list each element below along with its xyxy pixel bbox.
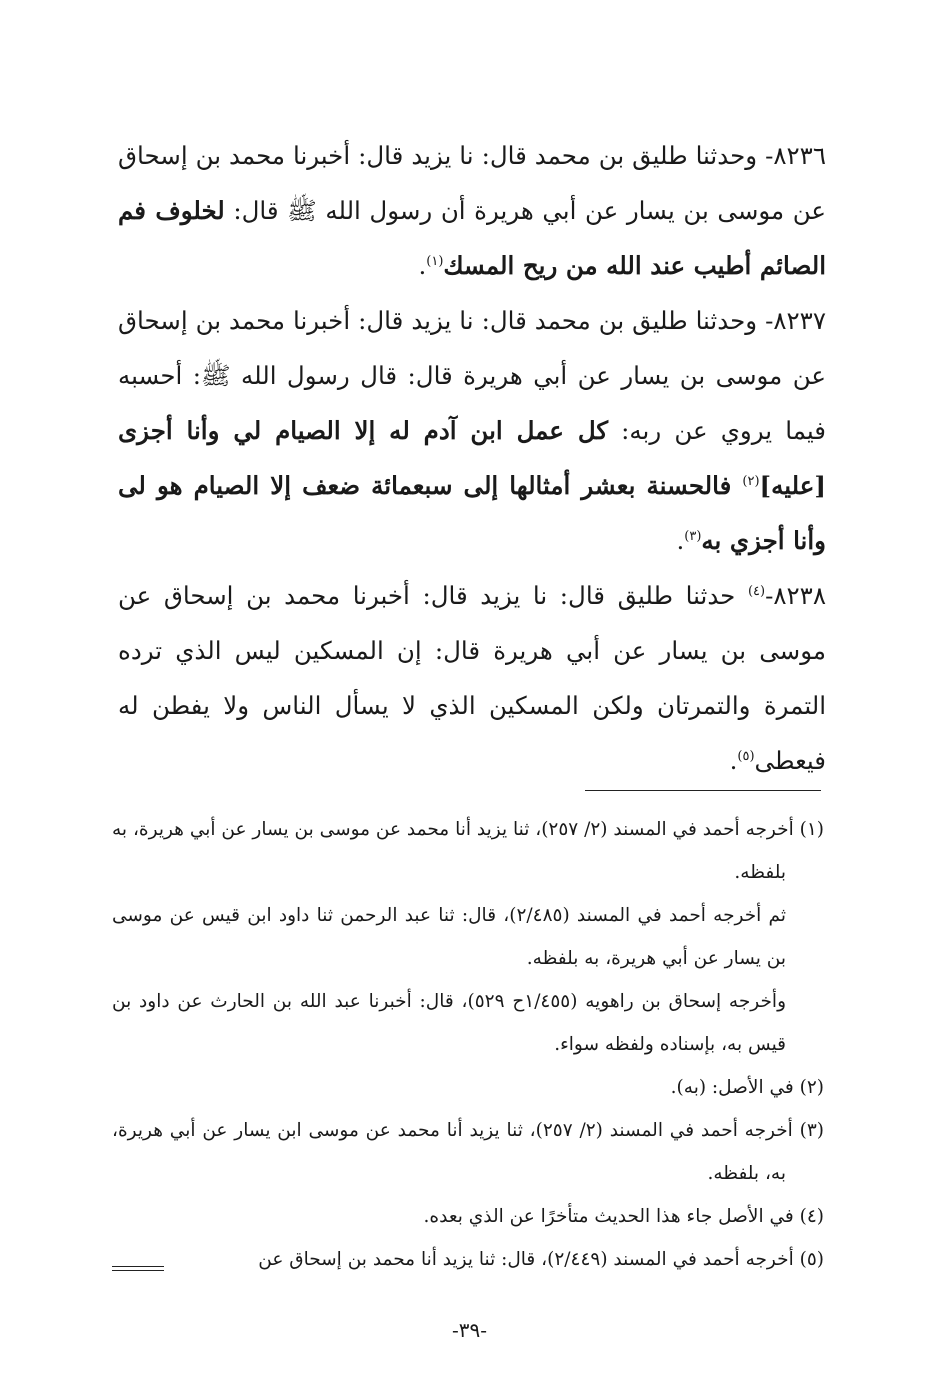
footnote-ref: (٢): [742, 473, 760, 489]
footnote-label: (٢): [799, 1077, 824, 1098]
hadith-text: حدثنا طليق قال: نا يزيد قال: أخبرنا محمد بن إسحاق عن موسى بن يسار عن أبي هريرة قال: إن المسكين ليس الذي ترده التمرة والتمرتان ولكن المسكين الذي لا يسأل الناس ولا يفطن له فيعطى: [118, 581, 826, 775]
footnote-label: (٣): [799, 1120, 824, 1141]
main-text: [118, 128, 826, 788]
page-number: -٣٩-: [451, 1318, 487, 1342]
footnote-label: (٤): [799, 1206, 824, 1227]
hadith-number: ٨٢٣٨-: [765, 581, 826, 610]
footnote-1-cont-b: [112, 980, 824, 1066]
footnote-1: [112, 808, 824, 894]
continued-mark-lower: [112, 1270, 164, 1271]
footnote-text: أخرجه أحمد في المسند (٢/٤٤٩)، قال: ثنا يزيد أنا محمد بن إسحاق عن: [258, 1249, 794, 1270]
period: .: [676, 526, 685, 555]
footnote-ref: (٣): [684, 528, 702, 544]
footnote-1-cont-a: [112, 894, 824, 980]
hadith-matn: كل عمل ابن آدم له إلا الصيام لي وأنا أجزى [عليه]: [118, 416, 826, 500]
period: .: [418, 251, 427, 280]
footnote-5: [112, 1238, 824, 1281]
footnote-separator: [585, 790, 821, 791]
hadith-number: ٨٢٣٧-: [765, 306, 826, 335]
hadith-text: وحدثنا طليق بن محمد قال: نا يزيد قال: أخبرنا محمد بن إسحاق عن موسى بن يسار عن أبي هريرة أن رسول الله ﷺ قال:: [118, 141, 826, 225]
footnotes: [112, 808, 824, 1281]
hadith-8237: [118, 293, 826, 568]
hadith-matn-cont: فالحسنة بعشر أمثالها إلى سبعمائة ضعف إلا الصيام هو لى وأنا أجزي به: [118, 471, 826, 555]
footnote-text: وأخرجه إسحاق بن راهويه (١/٤٥٥ح ٥٢٩)، قال: أخبرنا عبد الله بن الحارث عن داود بن قيس به، بإسناده ولفظه سواء.: [112, 991, 786, 1055]
footnote-text: ثم أخرجه أحمد في المسند (٢/٤٨٥)، قال: ثنا عبد الرحمن ثنا داود ابن قيس عن موسى بن يسار عن أبي هريرة، به بلفظه.: [112, 905, 787, 969]
hadith-text: وحدثنا طليق بن محمد قال: نا يزيد قال: أخبرنا محمد بن إسحاق عن موسى بن يسار عن أبي هريرة قال: قال رسول الله ﷺ: أحسبه فيما يروي عن ربه:: [118, 306, 826, 445]
footnote-label: (١): [799, 819, 824, 840]
footnote-text: أخرجه أحمد في المسند (٢/ ٢٥٧)، ثنا يزيد أنا محمد عن موسى ابن يسار عن أبي هريرة، به، بلفظه.: [112, 1120, 793, 1184]
hadith-matn: لخلوف فم الصائم أطيب عند الله من ريح المسك: [118, 196, 826, 280]
hadith-number: ٨٢٣٦-: [765, 141, 826, 170]
footnote-label: (٥): [799, 1249, 824, 1270]
footnote-2: [112, 1066, 824, 1109]
footnote-text: أخرجه أحمد في المسند (٢/ ٢٥٧)، ثنا يزيد أنا محمد عن موسى بن يسار عن أبي هريرة، به بلفظه.: [112, 819, 794, 883]
footnote-text: في الأصل جاء هذا الحديث متأخرًا عن الذي بعده.: [423, 1206, 794, 1227]
footnote-text: في الأصل: (به).: [670, 1077, 794, 1098]
continued-mark: [112, 1266, 164, 1267]
hadith-8236: [118, 128, 826, 293]
footnote-ref: (٥): [737, 748, 755, 764]
hadith-8238: [118, 568, 826, 788]
footnote-ref: (٤): [747, 583, 766, 599]
period: .: [729, 746, 738, 775]
footnote-ref: (١): [426, 253, 444, 269]
footnote-4: [112, 1195, 824, 1238]
footnote-3: [112, 1109, 824, 1195]
